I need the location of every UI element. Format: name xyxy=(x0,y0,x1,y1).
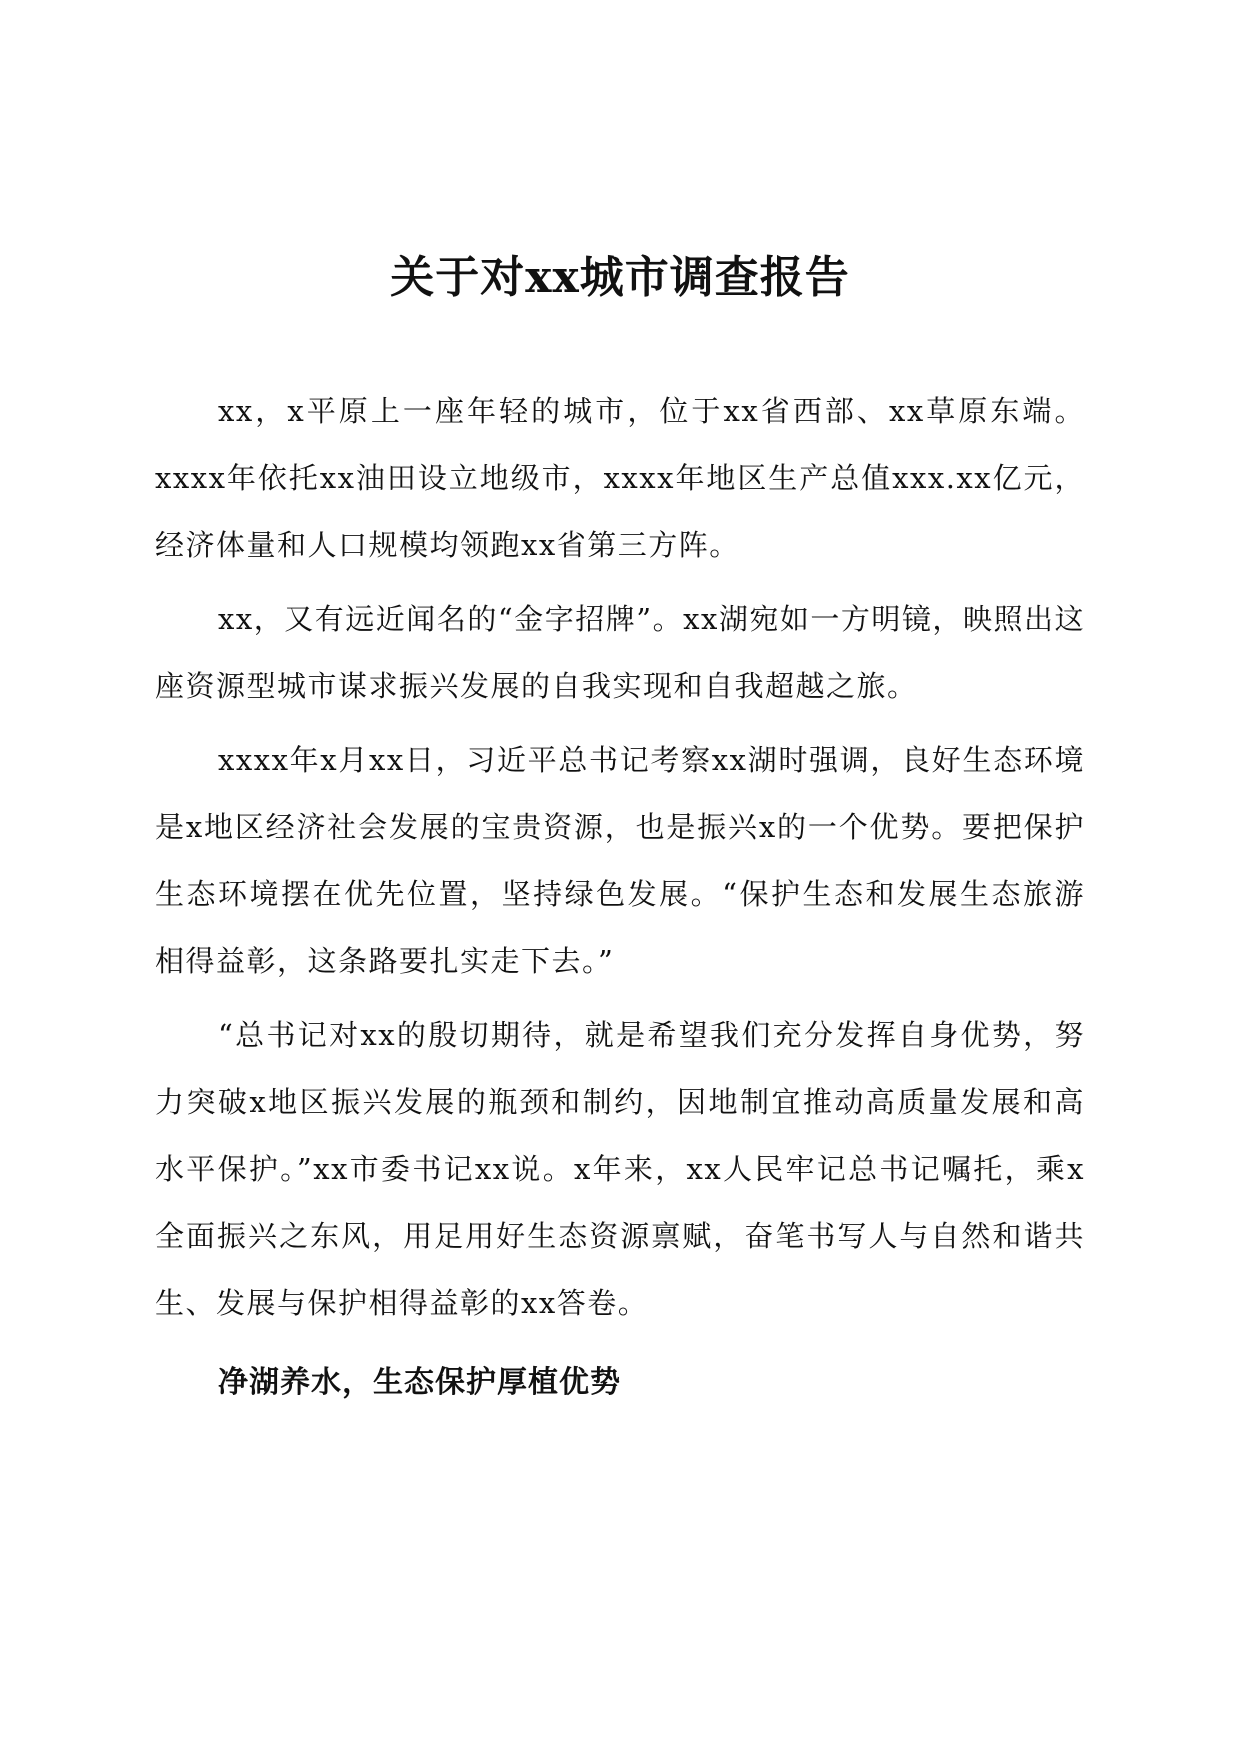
paragraph-inspection: xxxx年x月xx日，习近平总书记考察xx湖时强调，良好生态环境是x地区经济社会发展的宝贵资源，也是振兴x的一个优势。要把保护生态环境摆在优先位置，坚持绿色发展。“保护生态和发展生态旅游相得益彰，这条路要扎实走下去。” xyxy=(155,743,1085,978)
paragraph-intro: xx，x平原上一座年轻的城市，位于xx省西部、xx草原东端。xxxx年依托xx油田设立地级市，xxxx年地区生产总值xxx.xx亿元，经济体量和人口规模均领跑xx省第三方阵。 xyxy=(155,394,1085,562)
paragraph-secretary-quote: “总书记对xx的殷切期待，就是希望我们充分发挥自身优势，努力突破x地区振兴发展的瓶颈和制约，因地制宜推动高质量发展和高水平保护。”xx市委书记xx说。x年来，xx人民牢记总书记嘱托，乘x全面振兴之东风，用足用好生态资源禀赋，奋笔书写人与自然和谐共生、发展与保护相得益彰的xx答卷。 xyxy=(155,1018,1085,1320)
document-body xyxy=(155,378,1085,1416)
paragraph-golden-sign: xx，又有远近闻名的“金字招牌”。xx湖宛如一方明镜，映照出这座资源型城市谋求振兴发展的自我实现和自我超越之旅。 xyxy=(155,602,1085,703)
section-heading: 净湖养水，生态保护厚植优势 xyxy=(218,1365,621,1400)
document-title: 关于对xx城市调查报告 xyxy=(390,252,850,303)
